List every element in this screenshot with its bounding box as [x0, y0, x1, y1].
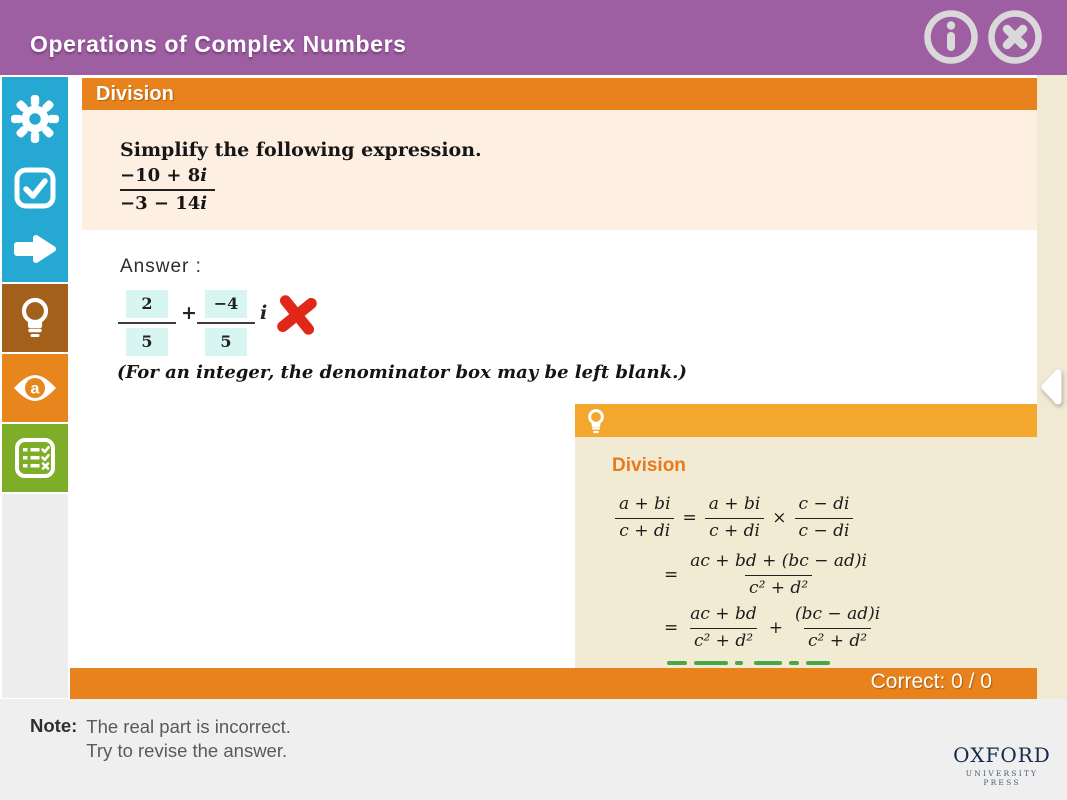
arrow-right-icon	[12, 233, 58, 265]
answer-list-icon	[12, 435, 58, 481]
close-icon	[986, 8, 1044, 66]
svg-text:a: a	[30, 380, 40, 398]
hint-formula-line-3: = $\frac{ac + bd}{\text{c² + d²}}$ + $\frac{(bc - ad)i}{\text{c² + d²}}$	[664, 604, 881, 651]
info-button[interactable]	[922, 8, 980, 66]
logo-subtitle: UNIVERSITY PRESS	[965, 769, 1039, 787]
sidebar-item-exercise[interactable]	[2, 165, 68, 211]
plus-sign: +	[181, 302, 197, 324]
sidebar-item-hint[interactable]	[2, 284, 68, 352]
close-button[interactable]	[986, 8, 1044, 66]
feedback-area	[0, 699, 1067, 800]
note-line-1: The real part is incorrect.	[86, 716, 291, 737]
lightbulb-icon	[585, 407, 607, 435]
i-symbol: i	[260, 302, 268, 324]
denominator-blank-note: (For an integer, the denominator box may be left blank.)	[117, 362, 687, 383]
title-bar	[0, 0, 1067, 75]
answer-label: Answer :	[120, 256, 202, 277]
imaginary-denominator-input[interactable]: 5	[205, 328, 247, 356]
drawer-handle[interactable]	[1039, 366, 1063, 410]
incorrect-mark	[275, 295, 319, 337]
problem-instruction: Simplify the following expression.	[120, 139, 482, 161]
real-numerator-input[interactable]: 2	[126, 290, 168, 318]
info-icon	[922, 8, 980, 66]
logo-name: OXFORD	[953, 743, 1051, 767]
real-part-fraction	[118, 290, 176, 356]
real-denominator-input[interactable]: 5	[126, 328, 168, 356]
sidebar-top-group	[2, 77, 68, 282]
correct-count: Correct: 0 / 0	[870, 670, 992, 693]
problem-expression	[120, 167, 215, 213]
publisher-logo	[951, 743, 1053, 787]
sidebar-item-show-answer[interactable]	[2, 354, 68, 422]
checkbox-icon	[12, 165, 58, 211]
chevron-left-icon	[1039, 366, 1063, 410]
problem-area	[82, 110, 1037, 230]
hint-panel-header	[575, 404, 1037, 437]
note-line-2: Try to revise the answer.	[86, 740, 288, 762]
note-text	[86, 715, 291, 764]
sidebar-spacer	[2, 494, 68, 698]
sidebar-item-results[interactable]	[2, 424, 68, 492]
eye-a-icon	[11, 372, 59, 404]
clipped-text-remnant	[667, 661, 837, 668]
page-title: Operations of Complex Numbers	[30, 31, 407, 57]
sidebar-item-next[interactable]	[2, 233, 68, 265]
hint-bulb	[585, 407, 607, 440]
imaginary-part-fraction	[197, 290, 255, 356]
gear-icon	[10, 94, 60, 144]
feedback-note	[30, 715, 291, 764]
section-header: Division	[82, 78, 1037, 110]
sidebar-item-settings[interactable]	[2, 94, 68, 144]
fraction-bar	[197, 322, 255, 324]
note-label: Note:	[30, 715, 78, 736]
fraction-bar	[118, 322, 176, 324]
side-drawer-strip	[1037, 75, 1067, 699]
red-x-icon	[275, 295, 319, 337]
hint-formula-line-1: $\frac{a + bi}{c + di}$ = $\frac{a + bi}{c + di}$ × $\frac{c - di}{c - di}$	[610, 495, 858, 541]
hint-formula-line-2: = $\frac{ac + bd + (bc - ad)i}{\text{c² + d²}}$	[664, 551, 867, 598]
score-bar	[70, 668, 1037, 699]
imaginary-numerator-input[interactable]: −4	[205, 290, 247, 318]
lightbulb-icon	[16, 296, 54, 340]
problem-numerator: −10 + 8i	[120, 167, 215, 191]
hint-title: Division	[612, 455, 686, 476]
hint-panel	[575, 404, 1037, 668]
problem-denominator: −3 − 14i	[120, 193, 208, 214]
